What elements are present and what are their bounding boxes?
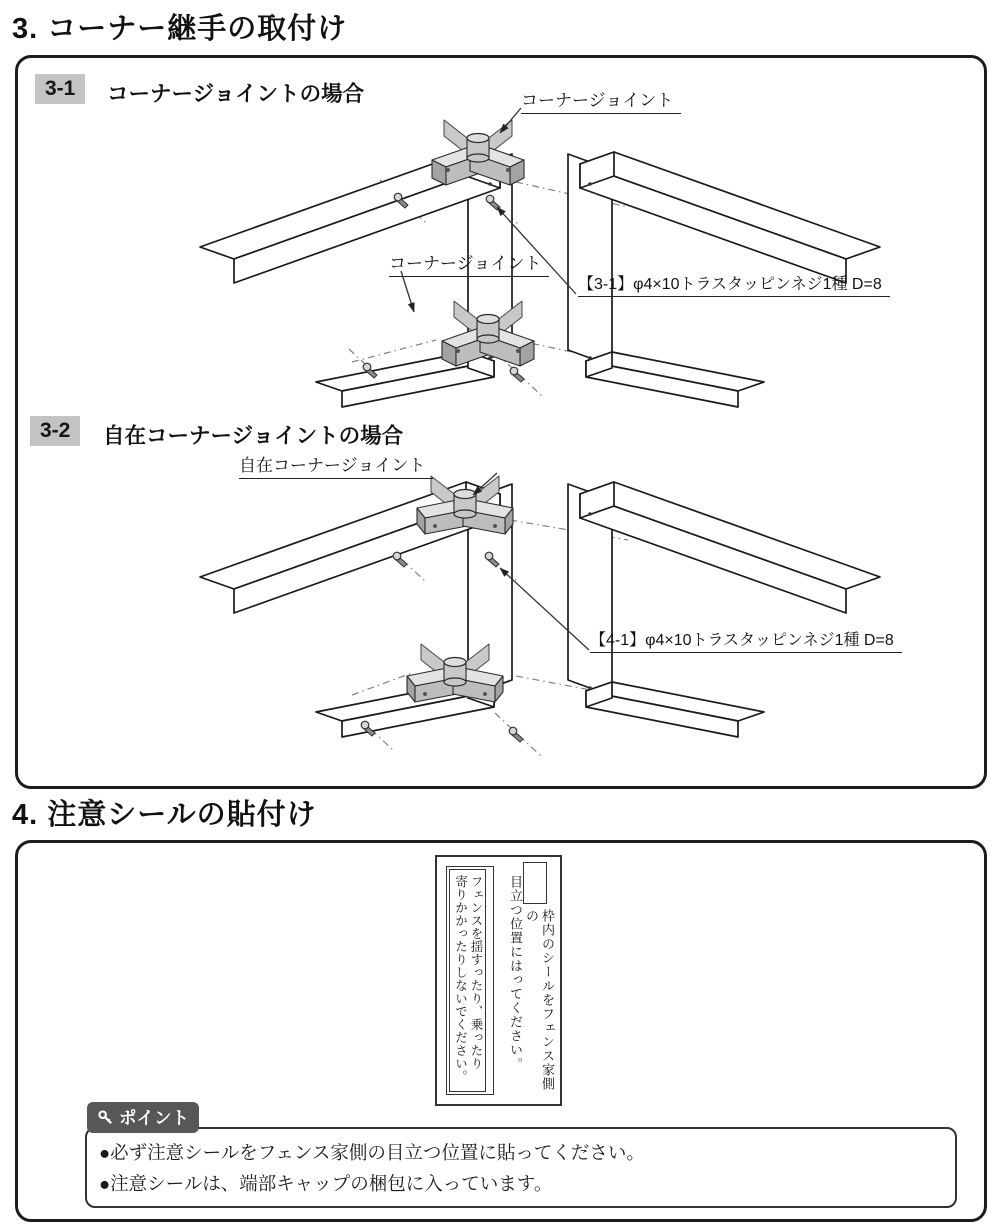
screw-spec-label-41: 【4-1】φ4×10トラスタッピンネジ1種 D=8	[590, 627, 902, 653]
sub31-title: コーナージョイントの場合	[107, 82, 365, 106]
flexible-corner-joint-diagram	[185, 430, 975, 788]
point-bullets	[99, 1137, 645, 1199]
caution-sticker-frame	[446, 866, 494, 1095]
key-icon	[97, 1109, 114, 1126]
point-bullet-2: ●注意シールは、端部キャップの梱包に入っています。	[99, 1173, 553, 1194]
caution-col2: 寄りかかったりしないでください。	[453, 875, 468, 1083]
flexible-joint-label: 自在コーナージョイント	[239, 451, 433, 479]
sticker-instruction-col1: 枠内のシールをフェンス家側の	[524, 909, 555, 1091]
sticker-instruction-col2: 目立つ位置にはってください。	[508, 875, 523, 1071]
section4-heading: 4. 注意シールの貼付け	[12, 799, 317, 831]
point-badge-label: ポイント	[119, 1108, 189, 1128]
caution-sticker-text	[449, 869, 486, 1092]
sub32-number-chip: 3-2	[30, 416, 80, 446]
sub32-title: 自在コーナージョイントの場合	[103, 424, 404, 448]
sub31-number-chip: 3-1	[35, 74, 85, 104]
corner-joint-diagram	[185, 80, 975, 430]
caution-sticker-illustration	[435, 855, 562, 1106]
caution-col1: フェンスを揺すったり、乗ったり	[469, 875, 483, 1070]
section3-heading: 3. コーナー継手の取付け	[12, 13, 348, 45]
point-badge	[87, 1102, 199, 1133]
screw-spec-label-31: 【3-1】φ4×10トラスタッピンネジ1種 D=8	[578, 271, 890, 297]
sticker-instruction-text	[507, 863, 555, 1098]
corner-joint-label-top: コーナージョイント	[521, 86, 681, 114]
point-bullet-1: ●必ず注意シールをフェンス家側の目立つ位置に貼ってください。	[99, 1142, 645, 1163]
corner-joint-label-mid: コーナージョイント	[389, 249, 549, 277]
